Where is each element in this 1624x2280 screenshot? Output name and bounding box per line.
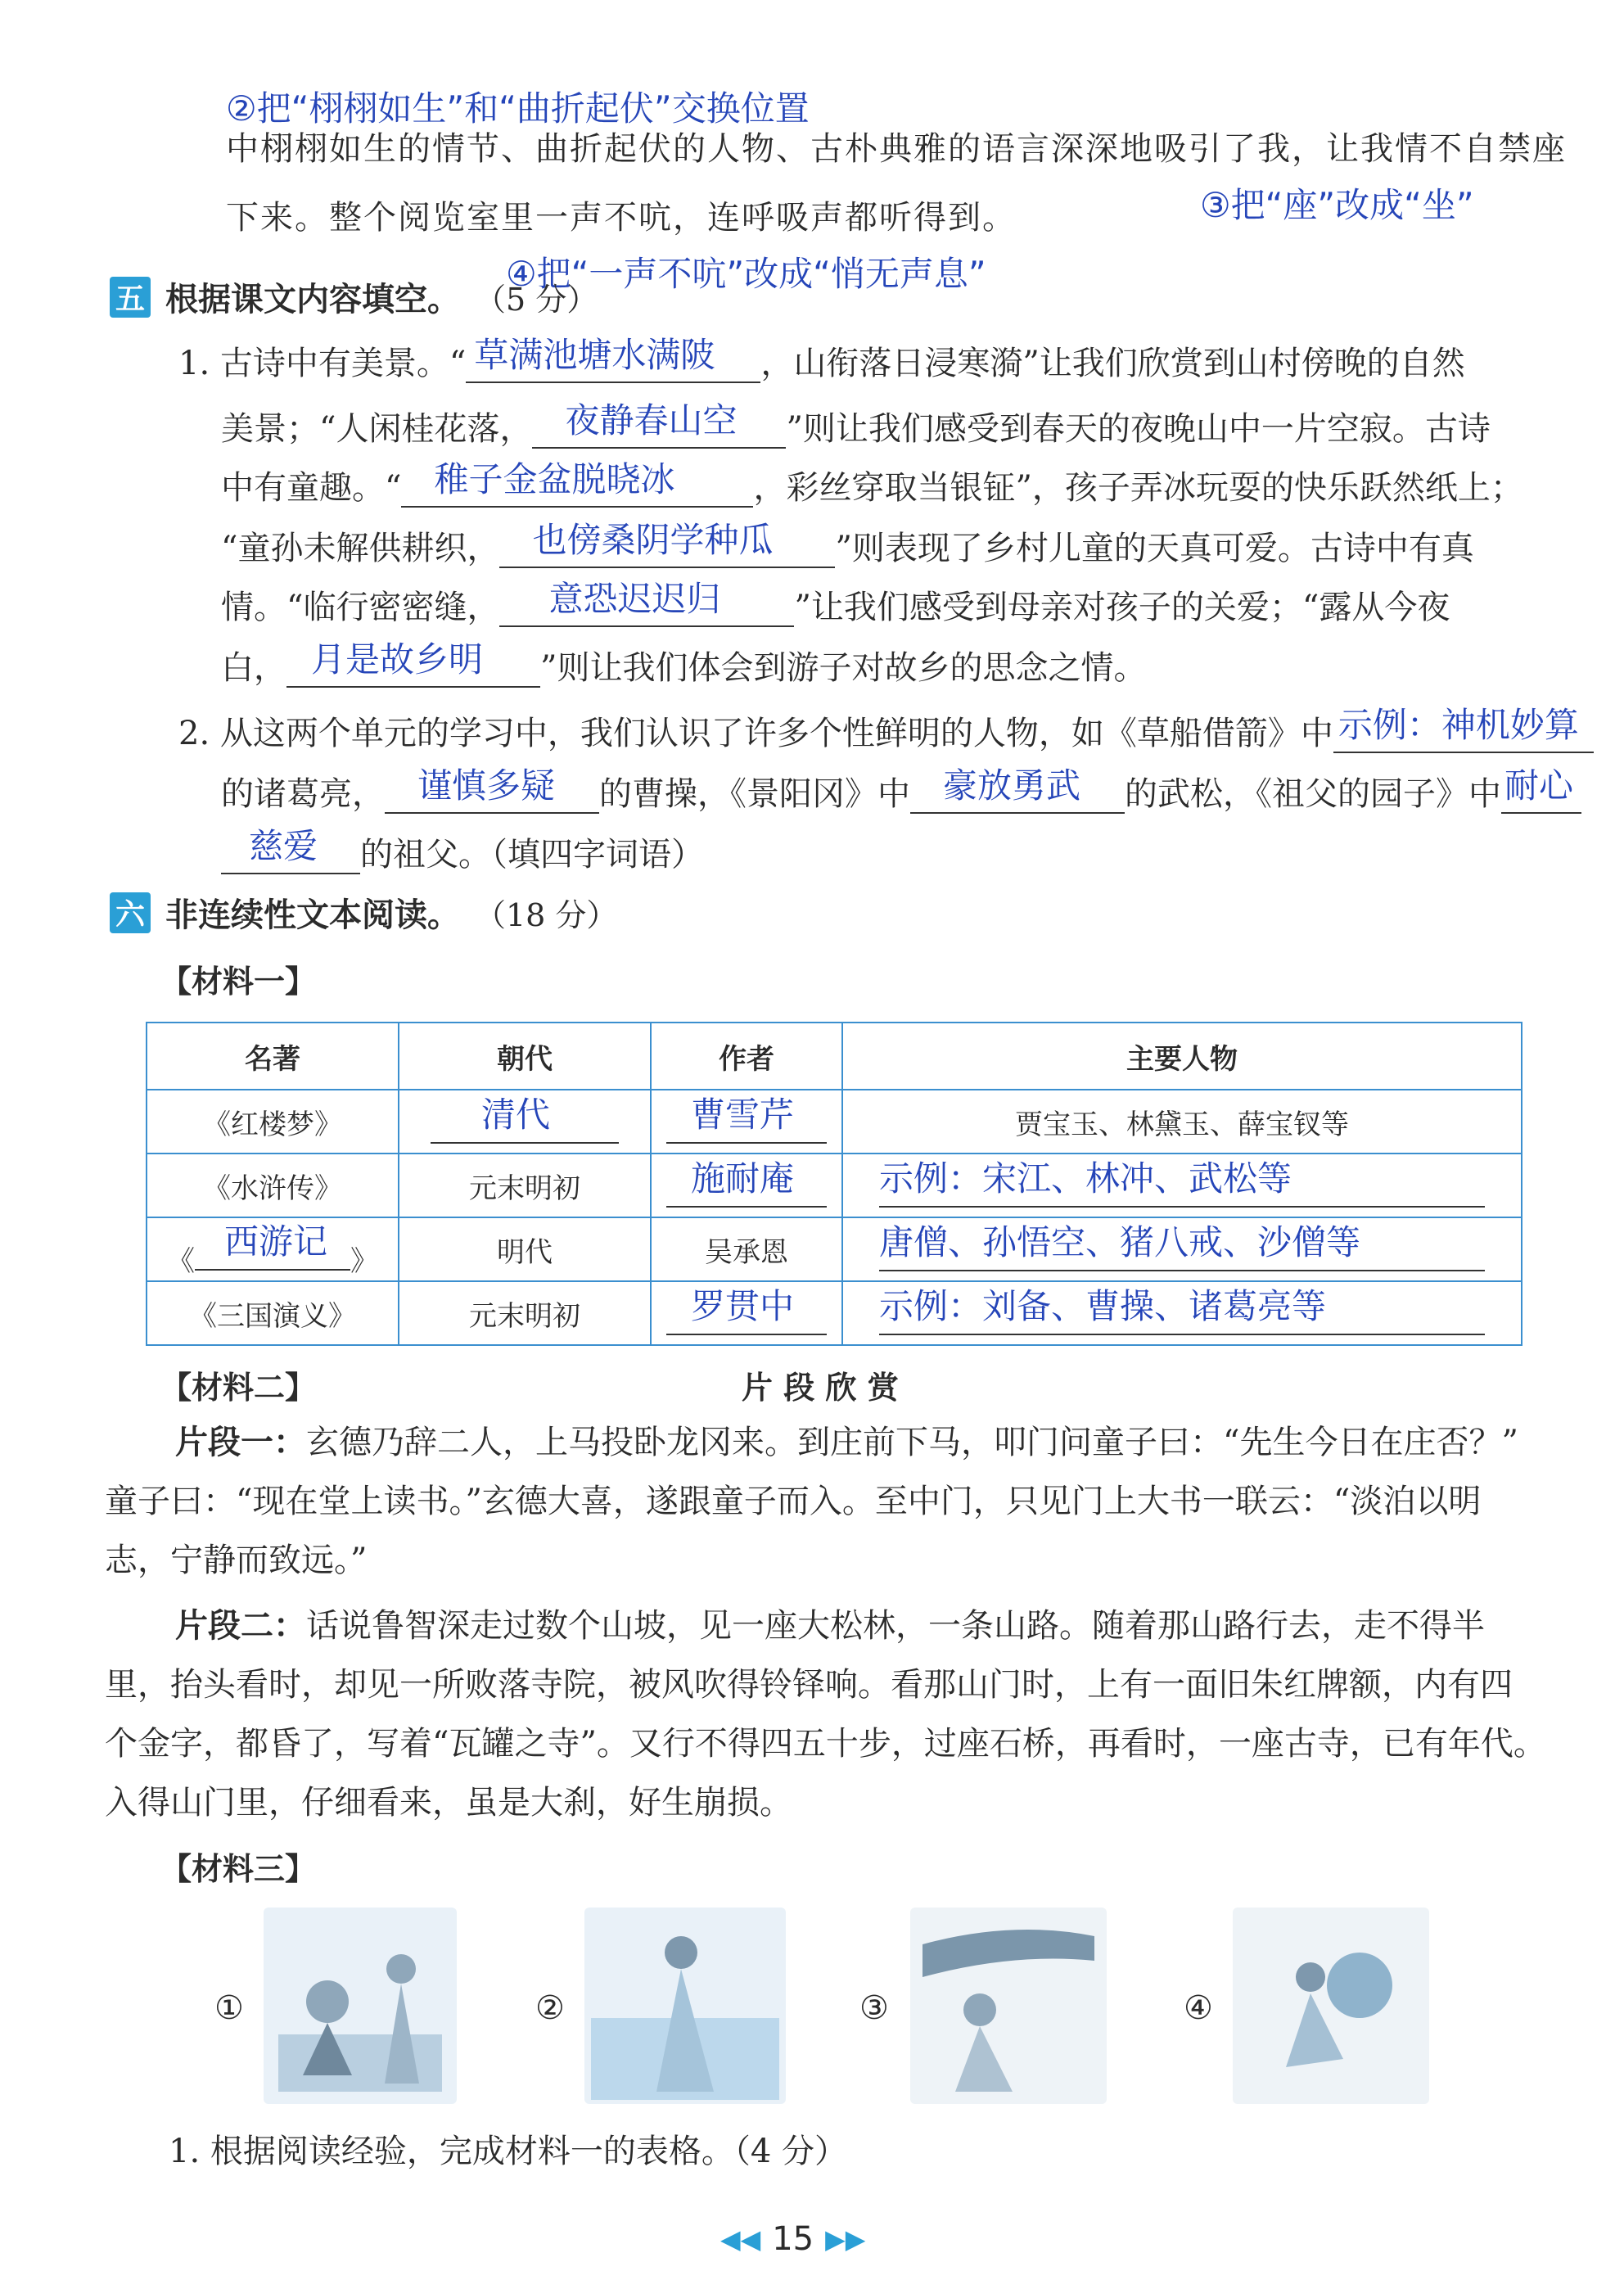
cell-book[interactable] (147, 1217, 399, 1281)
answer-blank[interactable] (1333, 705, 1594, 753)
answer-text: 谨慎多疑 (417, 765, 556, 806)
answer-text: 月是故乡明 (311, 639, 484, 679)
fragment-2-line-1 (175, 1606, 1485, 1646)
text: ”让我们感受到母亲对孩子的关爱；“露从今夜 (794, 589, 1450, 626)
answer-text: 清代 (481, 1094, 551, 1135)
section-6-score: （18 分） (475, 897, 618, 933)
correction-note-4: ④把“一声不吭”改成“悄无声息” (506, 254, 986, 294)
q5-2-line-1 (178, 705, 1594, 753)
text: 从这两个单元的学习中，我们认识了许多个性鲜明的人物，如《草船借箭》中 (219, 715, 1333, 752)
cell-dynasty: 明代 (399, 1217, 651, 1281)
col-header: 主要人物 (842, 1023, 1522, 1090)
section-6-header (110, 889, 617, 936)
fragment-2-label: 片段二： (175, 1606, 306, 1645)
cell-chars[interactable] (842, 1217, 1522, 1281)
tree-figure-icon (914, 1912, 1103, 2100)
fragment-1-line-1 (175, 1423, 1518, 1462)
col-header: 朝代 (399, 1023, 651, 1090)
col-header: 作者 (651, 1023, 842, 1090)
cell-chars[interactable] (842, 1281, 1522, 1345)
q5-1-line-2 (221, 400, 1491, 449)
answer-blank[interactable] (879, 1221, 1485, 1271)
answer-text: 也傍桑阴学种瓜 (532, 520, 774, 560)
answer-text: 耐心 (1504, 765, 1574, 806)
fragment-1-line-3: 志，宁静而致远。” (105, 1542, 368, 1579)
section-5-icon: 五 (110, 277, 151, 318)
text: 话说鲁智深走过数个山坡，见一座大松林，一条山路。随着那山路行去，走不得半 (306, 1607, 1485, 1645)
cell-dynasty[interactable] (399, 1090, 651, 1154)
table-row (147, 1217, 1522, 1281)
answer-text: 慈爱 (249, 826, 318, 866)
answer-text: 豪放勇武 (943, 765, 1081, 806)
text: 的诸葛亮， (221, 775, 385, 813)
correction-note-2: ②把“栩栩如生”和“曲折起伏”交换位置 (226, 88, 810, 129)
answer-text: 唐僧、孙悟空、猪八戒、沙僧等 (879, 1221, 1361, 1262)
answer-text: 草满池塘水满陂 (474, 335, 715, 375)
q5-1-line-1 (178, 335, 1465, 383)
pic-number-1: ① (214, 1989, 244, 2027)
cell-author[interactable] (651, 1281, 842, 1345)
scene-icon (270, 1912, 450, 2100)
q5-1-line-6 (221, 639, 1147, 688)
fragment-1-line-2: 童子曰：“现在堂上读书。”玄德大喜，遂跟童子而入。至中门，只见门上大书一联云：“淡泊以明 (105, 1483, 1482, 1520)
text: 古诗中有美景。“ (219, 345, 467, 382)
page-number: 15 (772, 2220, 814, 2258)
answer-blank[interactable] (195, 1220, 350, 1271)
answer-blank[interactable] (666, 1284, 827, 1335)
action-figure-icon (1237, 1912, 1425, 2100)
answer-blank[interactable] (221, 826, 360, 874)
answer-text: 示例：神机妙算 (1338, 705, 1579, 745)
cell-book: 《红楼梦》 (147, 1090, 399, 1154)
q-number: 2. (178, 715, 210, 752)
text: 美景；“人闲桂花落， (221, 410, 533, 448)
book-bracket-close: 》 (350, 1245, 378, 1278)
answer-blank[interactable] (1501, 765, 1581, 814)
q-number: 1. (178, 345, 210, 382)
section-5-title: 根据课文内容填空。 (165, 281, 460, 318)
answer-text: 施耐庵 (691, 1158, 795, 1199)
fragment-1-label: 片段一： (175, 1423, 306, 1461)
answer-blank[interactable] (466, 335, 760, 383)
essay-line-2: 下来。整个阅览室里一声不吭，连呼吸声都听得到。 (226, 199, 1017, 237)
cell-author[interactable] (651, 1090, 842, 1154)
material-2-title: 片 段 欣 赏 (742, 1370, 899, 1406)
cell-dynasty: 元末明初 (399, 1281, 651, 1345)
table-row (147, 1090, 1522, 1154)
fragment-2-line-2: 里，抬头看时，却见一所败落寺院，被风吹得铃铎响。看那山门时，上有一面旧朱红牌额，内有四 (105, 1666, 1513, 1704)
figure-icon (591, 1912, 779, 2100)
answer-blank[interactable] (910, 765, 1125, 814)
section-5-score: （5 分） (475, 282, 598, 318)
text: ”则表现了乡村儿童的天真可爱。古诗中有真 (835, 530, 1474, 567)
table-row (147, 1154, 1522, 1217)
cell-book: 《三国演义》 (147, 1281, 399, 1345)
fragment-2-line-4: 入得山门里，仔细看来，虽是大刹，好生崩损。 (105, 1784, 792, 1822)
answer-blank[interactable] (532, 400, 786, 449)
table-row (147, 1281, 1522, 1345)
text: ”则让我们体会到游子对故乡的思念之情。 (540, 649, 1147, 687)
answer-blank[interactable] (499, 520, 835, 568)
pic-number-4: ④ (1184, 1989, 1213, 2027)
text: 玄德乃辞二人，上马投卧龙冈来。到庄前下马，叩门问童子曰：“先生今日在庄否？” (306, 1424, 1518, 1461)
cell-book: 《水浒传》 (147, 1154, 399, 1217)
col-header: 名著 (147, 1023, 399, 1090)
q5-1-line-5 (221, 579, 1450, 627)
material-1-table (146, 1022, 1522, 1346)
cell-author[interactable] (651, 1154, 842, 1217)
answer-text: 夜静春山空 (565, 400, 738, 440)
fragment-2-line-3: 个金字，都昏了，写着“瓦罐之寺”。又行不得四五十步，过座石桥，再看时，一座古寺，已有年代。 (105, 1725, 1546, 1763)
question-6-1: 1. 根据阅读经验，完成材料一的表格。（4 分） (169, 2133, 848, 2170)
text: “童孙未解供耕织， (221, 530, 500, 567)
material-2-label: 【材料二】 (160, 1370, 317, 1406)
answer-text: 西游记 (224, 1221, 328, 1262)
answer-blank[interactable] (879, 1284, 1485, 1335)
text: 白， (221, 649, 286, 687)
answer-text: 意恐迟迟归 (548, 579, 721, 619)
illustration-4 (1233, 1908, 1429, 2104)
q5-1-line-3 (221, 459, 1523, 508)
cell-chars: 贾宝玉、林黛玉、薛宝钗等 (842, 1090, 1522, 1154)
q5-1-line-4 (221, 520, 1474, 568)
text: ，彩丝穿取当银钲”，孩子弄冰玩耍的快乐跃然纸上； (753, 469, 1523, 507)
page-footer (720, 2220, 865, 2258)
text: 的祖父。（填四字词语） (360, 836, 704, 874)
text: ”则让我们感受到春天的夜晚山中一片空寂。古诗 (786, 410, 1491, 448)
answer-blank[interactable] (286, 639, 540, 688)
answer-text: 罗贯中 (691, 1285, 795, 1326)
cell-dynasty: 元末明初 (399, 1154, 651, 1217)
answer-blank[interactable] (666, 1093, 827, 1144)
answer-text: 曹雪芹 (691, 1094, 795, 1135)
answer-blank[interactable] (385, 765, 599, 814)
text: ，山衔落日浸寒漪”让我们欣赏到山村傍晚的自然 (760, 345, 1465, 382)
pic-number-3: ③ (859, 1989, 889, 2027)
answer-blank[interactable] (666, 1157, 827, 1208)
pic-number-2: ② (535, 1989, 565, 2027)
answer-text: 稚子金盆脱晓冰 (434, 459, 675, 499)
text: 情。“临行密密缝， (221, 589, 500, 626)
answer-text: 示例：宋江、林冲、武松等 (879, 1158, 1292, 1199)
answer-blank[interactable] (401, 459, 753, 508)
cell-author: 吴承恩 (651, 1217, 842, 1281)
illustration-2 (584, 1908, 786, 2104)
answer-blank[interactable] (879, 1157, 1485, 1208)
section-6-title: 非连续性文本阅读。 (165, 896, 460, 934)
table-header-row (147, 1023, 1522, 1090)
section-5-header (110, 273, 598, 320)
next-page-icon[interactable]: ▶▶ (825, 2224, 866, 2255)
text: 的曹操，《景阳冈》中 (599, 775, 910, 813)
section-6-icon: 六 (110, 892, 151, 933)
answer-blank[interactable] (499, 579, 794, 627)
material-1-label: 【材料一】 (160, 964, 317, 1000)
q5-2-line-2 (221, 765, 1581, 814)
text: 的武松，《祖父的园子》中 (1125, 775, 1501, 813)
essay-line-1: 中栩栩如生的情节、曲折起伏的人物、古朴典雅的语言深深地吸引了我，让我情不自禁座 (226, 130, 1567, 168)
prev-page-icon[interactable]: ◀◀ (720, 2224, 761, 2255)
illustration-3 (910, 1908, 1107, 2104)
q5-2-line-3 (221, 826, 704, 874)
illustration-1 (264, 1908, 457, 2104)
answer-text: 示例：刘备、曹操、诸葛亮等 (879, 1285, 1327, 1326)
correction-note-3: ③把“座”改成“坐” (1200, 185, 1474, 225)
answer-blank[interactable] (431, 1093, 619, 1144)
book-bracket-open: 《 (167, 1245, 195, 1278)
cell-chars[interactable] (842, 1154, 1522, 1217)
text: 中有童趣。“ (221, 469, 402, 507)
material-3-label: 【材料三】 (160, 1851, 317, 1887)
